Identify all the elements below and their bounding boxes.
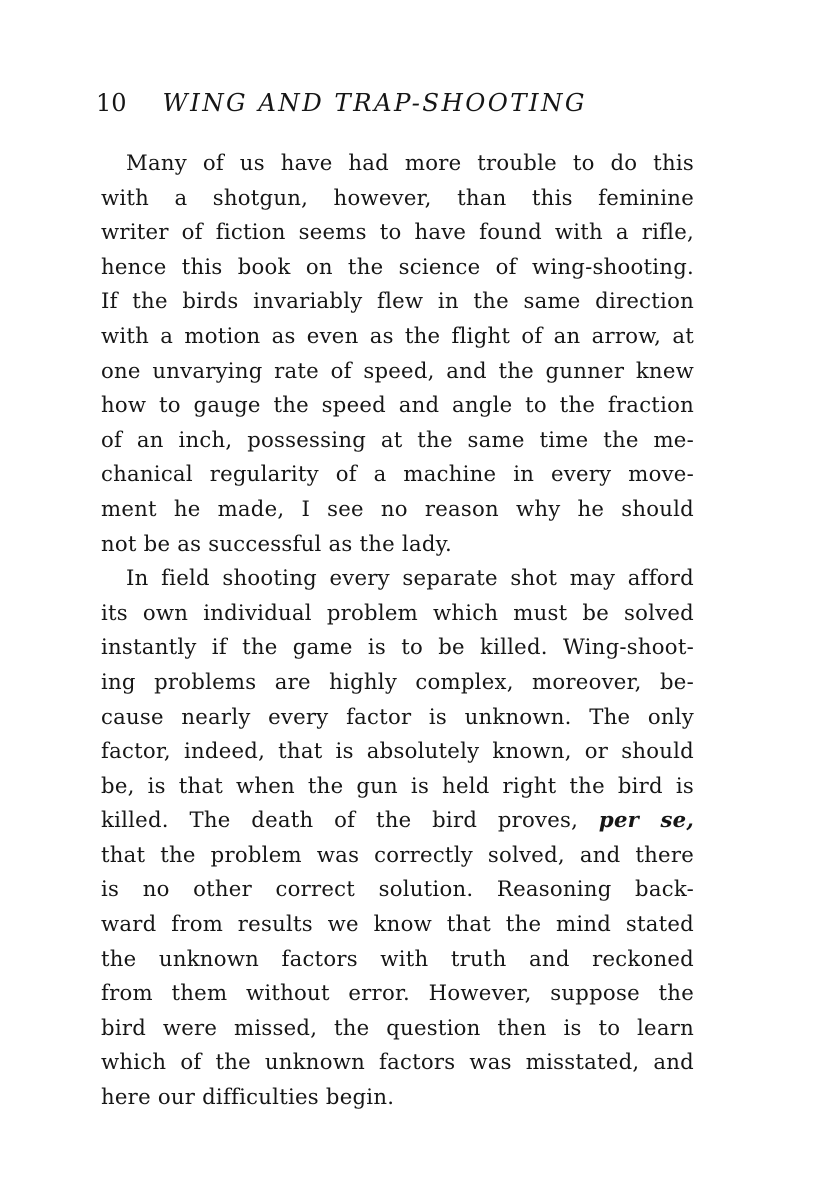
text-line: how to gauge the speed and angle to the fraction bbox=[101, 392, 694, 418]
text-line: one unvarying rate of speed, and the gunner knew bbox=[101, 357, 694, 383]
text-line: bird were missed, the question then is to learn bbox=[101, 1014, 694, 1040]
paragraph-2 bbox=[101, 561, 694, 1115]
text-line: Many of us have had more trouble to do this bbox=[126, 150, 694, 175]
text-line: factor, indeed, that is absolutely known, or should bbox=[101, 738, 694, 764]
page-header bbox=[96, 88, 716, 128]
text-line: from them without error. However, suppose the bbox=[101, 980, 694, 1006]
text-line: of an inch, possessing at the same time the me- bbox=[101, 426, 694, 452]
text-line: that the problem was correctly solved, and there bbox=[101, 841, 694, 867]
text-line: its own individual problem which must be solved bbox=[101, 599, 694, 625]
text-line: writer of fiction seems to have found with a rifle, bbox=[101, 219, 694, 245]
paragraph-1 bbox=[101, 146, 694, 561]
text-line: with a shotgun, however, than this feminine bbox=[101, 184, 694, 210]
text-line: If the birds invariably flew in the same direction bbox=[101, 288, 694, 314]
text-line: not be as successful as the lady. bbox=[101, 530, 453, 556]
text-line: instantly if the game is to be killed. Wing-shoot- bbox=[101, 634, 694, 660]
text-line: here our difficulties begin. bbox=[101, 1084, 395, 1110]
text-line: ing problems are highly complex, moreover, be- bbox=[101, 668, 694, 694]
text-line: hence this book on the science of wing-shooting. bbox=[101, 253, 694, 279]
running-title: WING AND TRAP-SHOOTING bbox=[162, 88, 587, 117]
text-line: the unknown factors with truth and reckoned bbox=[101, 945, 694, 971]
text-line: ward from results we know that the mind stated bbox=[101, 911, 694, 937]
text-segment: killed. The death of the bird proves, bbox=[101, 807, 599, 833]
text-line: is no other correct solution. Reasoning back- bbox=[101, 876, 694, 902]
text-line: be, is that when the gun is held right the bird is bbox=[101, 772, 694, 798]
italic-phrase: per se, bbox=[598, 807, 694, 833]
text-line: cause nearly every factor is unknown. The only bbox=[101, 703, 694, 729]
text-line: which of the unknown factors was misstated, and bbox=[101, 1049, 694, 1075]
text-line: with a motion as even as the flight of an arrow, at bbox=[101, 322, 694, 348]
body-text bbox=[101, 146, 694, 1115]
text-line: ment he made, I see no reason why he should bbox=[101, 495, 694, 521]
text-line-with-italic bbox=[101, 803, 694, 838]
text-line: chanical regularity of a machine in every move- bbox=[101, 461, 694, 487]
text-line: In field shooting every separate shot may afford bbox=[126, 565, 694, 591]
page-number: 10 bbox=[96, 89, 127, 117]
